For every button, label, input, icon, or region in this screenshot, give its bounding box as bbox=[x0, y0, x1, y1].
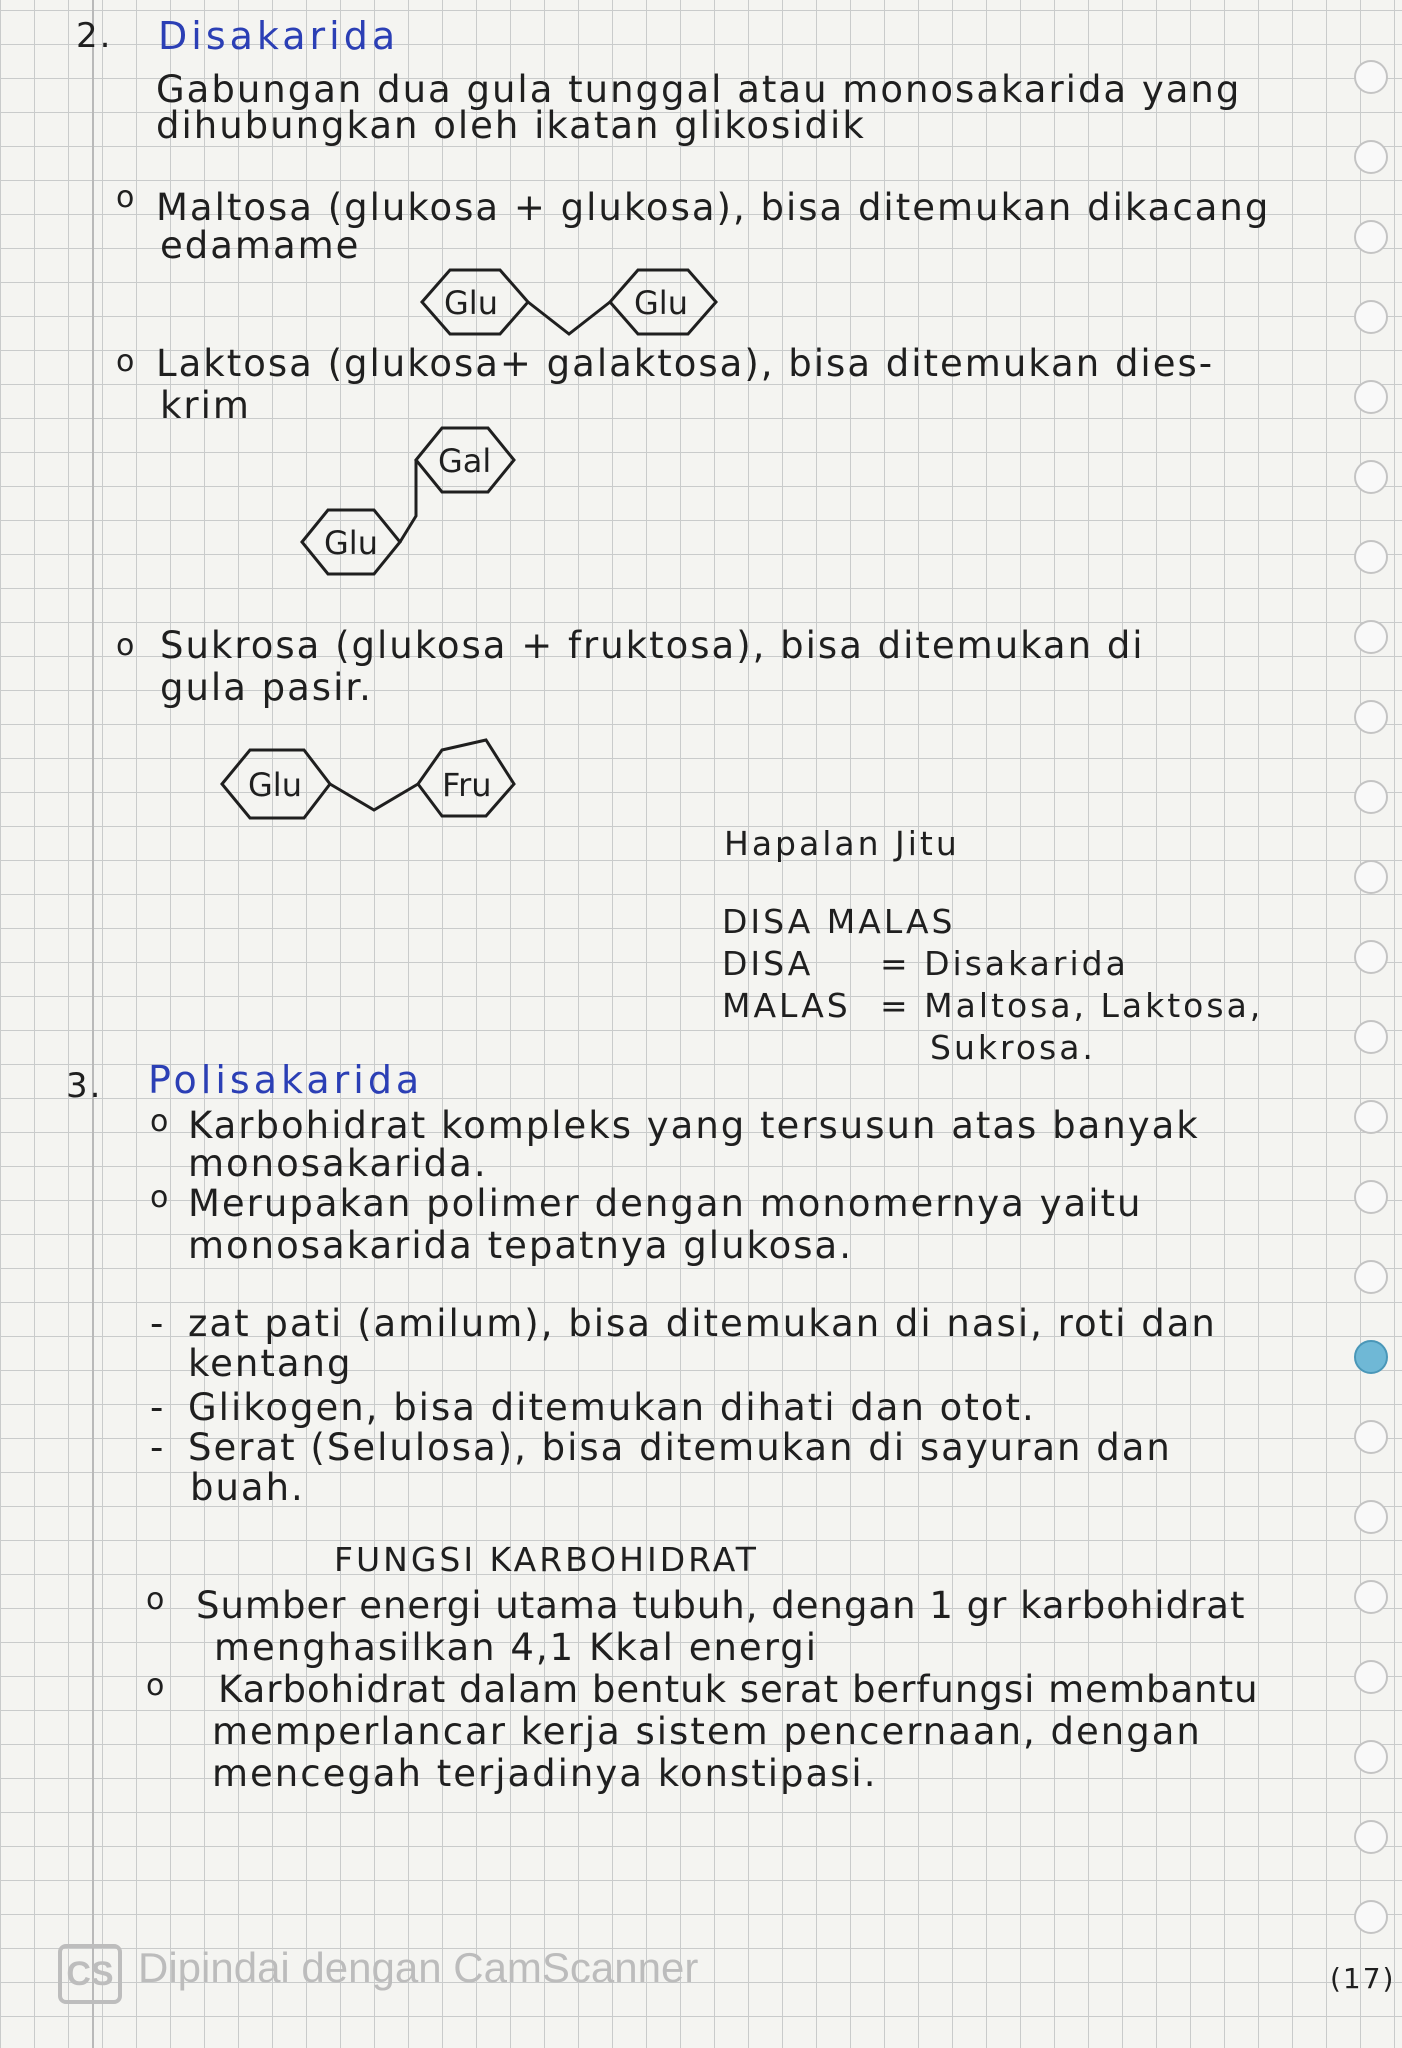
definition-text: dihubungkan oleh ikatan glikosidik bbox=[156, 104, 866, 147]
dash-bullet: - bbox=[150, 1302, 166, 1345]
binder-holes bbox=[1338, 60, 1388, 1960]
dash-bullet: - bbox=[150, 1426, 166, 1469]
mnemonic-value: = Disakarida bbox=[880, 944, 1129, 983]
notebook-margin-line bbox=[92, 0, 94, 2048]
fungsi-title: FUNGSI KARBOHIDRAT bbox=[334, 1540, 759, 1579]
binder-hole bbox=[1354, 1020, 1388, 1054]
laktosa-text: krim bbox=[160, 384, 251, 427]
binder-hole bbox=[1354, 1580, 1388, 1614]
maltosa-structure-diagram bbox=[400, 258, 740, 354]
binder-hole bbox=[1354, 1900, 1388, 1934]
fungsi-text: memperlancar kerja sistem pencernaan, dengan bbox=[212, 1710, 1202, 1753]
bullet-circle: o bbox=[146, 1668, 165, 1703]
binder-hole bbox=[1354, 140, 1388, 174]
dash-bullet: - bbox=[150, 1386, 166, 1429]
section-heading-polisakarida: Polisakarida bbox=[148, 1058, 424, 1102]
polisakarida-text: Karbohidrat kompleks yang tersusun atas banyak bbox=[188, 1104, 1200, 1147]
sukrosa-text: Sukrosa (glukosa + fruktosa), bisa ditemukan di bbox=[160, 624, 1145, 667]
binder-hole bbox=[1354, 1660, 1388, 1694]
laktosa-text: Laktosa (glukosa+ galaktosa), bisa ditemukan dies- bbox=[156, 342, 1215, 385]
binder-hole bbox=[1354, 60, 1388, 94]
bullet-circle: o bbox=[146, 1582, 165, 1617]
fungsi-text: Sumber energi utama tubuh, dengan 1 gr karbohidrat bbox=[196, 1584, 1246, 1627]
bullet-circle: o bbox=[116, 628, 135, 663]
polisakarida-text: Merupakan polimer dengan monomernya yaitu bbox=[188, 1182, 1143, 1225]
bullet-circle: o bbox=[150, 1180, 169, 1215]
binder-hole bbox=[1354, 1340, 1388, 1374]
fungsi-text: Karbohidrat dalam bentuk serat berfungsi membantu bbox=[218, 1668, 1259, 1711]
polisakarida-item: Glikogen, bisa ditemukan dihati dan otot. bbox=[188, 1386, 1036, 1429]
binder-hole bbox=[1354, 1100, 1388, 1134]
binder-hole bbox=[1354, 620, 1388, 654]
polisakarida-item: Serat (Selulosa), bisa ditemukan di sayuran dan bbox=[188, 1426, 1172, 1469]
ring-label-glu: Glu bbox=[444, 284, 498, 322]
binder-hole bbox=[1354, 1820, 1388, 1854]
laktosa-structure-diagram bbox=[290, 412, 550, 602]
binder-hole bbox=[1354, 380, 1388, 414]
fungsi-text: mencegah terjadinya konstipasi. bbox=[212, 1752, 878, 1795]
binder-hole bbox=[1354, 300, 1388, 334]
definition-text: Gabungan dua gula tunggal atau monosakarida yang bbox=[156, 68, 1242, 111]
camscanner-logo: CS bbox=[58, 1944, 122, 2004]
mnemonic-key: MALAS bbox=[722, 986, 851, 1025]
sukrosa-structure-diagram bbox=[214, 730, 534, 830]
fungsi-text: menghasilkan 4,1 Kkal energi bbox=[214, 1626, 819, 1669]
section-number: 3. bbox=[66, 1066, 103, 1106]
binder-hole bbox=[1354, 1260, 1388, 1294]
maltosa-text: edamame bbox=[160, 224, 361, 267]
mnemonic-key: DISA bbox=[722, 944, 814, 983]
binder-hole bbox=[1354, 1180, 1388, 1214]
sukrosa-text: gula pasir. bbox=[160, 666, 373, 709]
glycosidic-bond-line bbox=[330, 784, 418, 810]
mnemonic-value: Sukrosa. bbox=[930, 1028, 1096, 1067]
polisakarida-text: monosakarida. bbox=[188, 1142, 488, 1185]
glycosidic-bond-line bbox=[400, 460, 416, 542]
ring-label-glu: Glu bbox=[248, 766, 302, 804]
section-heading-disakarida: Disakarida bbox=[158, 14, 400, 58]
polisakarida-item: buah. bbox=[190, 1466, 305, 1509]
glycosidic-bond-line bbox=[528, 302, 610, 334]
mnemonic-phrase: DISA MALAS bbox=[722, 902, 956, 941]
bullet-circle: o bbox=[150, 1104, 169, 1139]
binder-hole bbox=[1354, 1740, 1388, 1774]
binder-hole bbox=[1354, 1500, 1388, 1534]
page-number: (17) bbox=[1330, 1962, 1396, 1995]
polisakarida-text: monosakarida tepatnya glukosa. bbox=[188, 1224, 853, 1267]
ring-label-glu: Glu bbox=[634, 284, 688, 322]
camscanner-watermark: Dipindai dengan CamScanner bbox=[138, 1944, 699, 1991]
polisakarida-item: zat pati (amilum), bisa ditemukan di nasi, roti dan bbox=[188, 1302, 1217, 1345]
binder-hole bbox=[1354, 860, 1388, 894]
mnemonic-title: Hapalan Jitu bbox=[724, 824, 960, 863]
binder-hole bbox=[1354, 220, 1388, 254]
mnemonic-value: = Maltosa, Laktosa, bbox=[880, 986, 1264, 1025]
binder-hole bbox=[1354, 540, 1388, 574]
maltosa-text: Maltosa (glukosa + glukosa), bisa ditemukan dikacang bbox=[156, 186, 1271, 229]
binder-hole bbox=[1354, 1420, 1388, 1454]
ring-label-gal: Gal bbox=[438, 442, 492, 480]
bullet-circle: o bbox=[116, 344, 135, 379]
binder-hole bbox=[1354, 460, 1388, 494]
ring-label-fru: Fru bbox=[442, 766, 492, 804]
polisakarida-item: kentang bbox=[188, 1342, 353, 1385]
bullet-circle: o bbox=[116, 180, 135, 215]
binder-hole bbox=[1354, 780, 1388, 814]
binder-hole bbox=[1354, 940, 1388, 974]
binder-hole bbox=[1354, 700, 1388, 734]
ring-label-glu: Glu bbox=[324, 524, 378, 562]
section-number: 2. bbox=[76, 16, 113, 56]
